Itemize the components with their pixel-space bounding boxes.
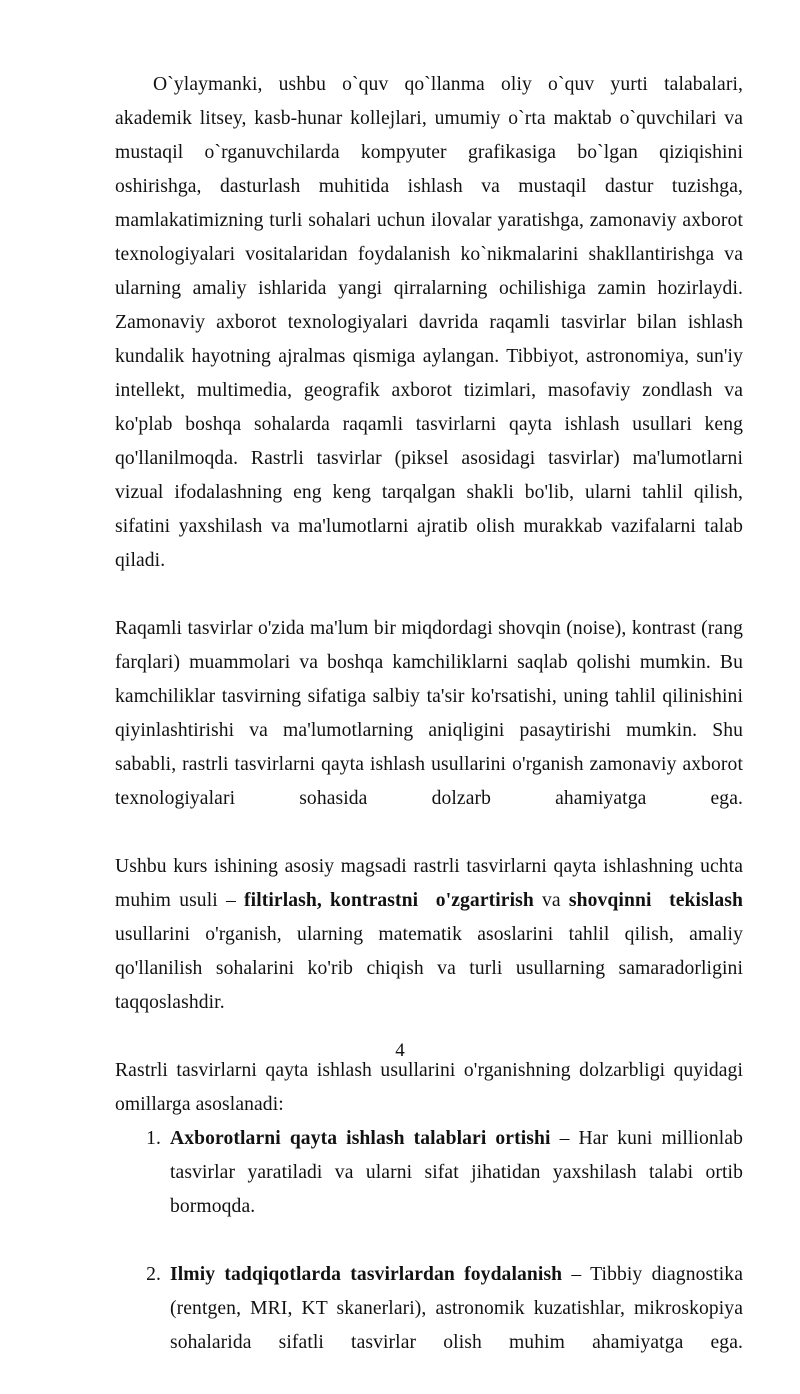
body-text: – bbox=[225, 890, 245, 911]
body-text: Rastrli tasvirlarni qayta ishlash usullarini o'rganishning dolzarbligi quyidagi omillarga asoslanadi: bbox=[115, 1060, 743, 1115]
inline-spacer bbox=[652, 884, 670, 918]
body-text: O`ylaymanki, ushbu o`quv qo`llanma oliy o`quv yurti talabalari, akademik litsey, kasb-hunar kollejlari, umumiy o`rta maktab o`quvchilari va mustaqil o`rganuvchilarda kompyuter grafikasiga bo`lgan qiziqishini oshirishga, dasturlash muhitida ishlash va mustaqil dastur tuzishga, mamlakatimizning turli sohalari uchun ilovalar yaratishga, zamonaviy axborot texnologiyalari vositalaridan foydalanish ko`nikmalarini shakllantirishga va ularning amaliy ishlarida yangi qirralarning ochilishiga zamin hozirlaydi. Zamonaviy axborot texnologiyalari davrida raqamli tasvirlar bilan ishlash kundalik hayotning ajralmas qismiga aylangan. Tibbiyot, astronomiya, sun'iy intellekt, multimedia, geografik axborot tizimlari, masofaviy zondlash va ko'plab boshqa sohalarda raqamli tasvirlarni qayta ishlash usullari keng qo'llanilmoqda. Rastrli tasvirlar (piksel asosidagi tasvirlar) ma'lumotlarni vizual ifodalashning eng keng tarqalgan shakli bo'lib, ularni tahlil qilish, sifatini yaxshilash va ma'lumotlarni ajratib olish murakkab vazifalarni talab qiladi. bbox=[115, 74, 743, 571]
body-text: va bbox=[533, 890, 569, 911]
list-item-text bbox=[170, 1128, 743, 1217]
emphasis-text: o'zgartirish bbox=[435, 890, 534, 911]
list-item bbox=[115, 1122, 743, 1258]
emphasis-text: Axborotlarni qayta ishlash talablari ortishi bbox=[170, 1128, 551, 1149]
emphasis-text: filtirlash, kontrastni bbox=[244, 890, 419, 911]
list-item-marker: 1. bbox=[146, 1128, 161, 1149]
list-item-text bbox=[170, 1264, 743, 1353]
body-text: usullarini o'rganish, ularning matematik asoslarini tahlil qilish, amaliy qo'llanilish sohalarini ko'rib chiqish va turli usullarning samaradorligini taqqoslashdir. bbox=[115, 924, 743, 1013]
emphasis-text: tekislash bbox=[669, 890, 743, 911]
body-text: – Har kuni millionlab tasvirlar yaratiladi va ularni sifat jihatidan yaxshilash talabi ortib bormoqda. bbox=[170, 1128, 744, 1217]
body-text: – Tibbiy diagnostika (rentgen, MRI, KT skanerlari), astronomik kuzatishlar, mikroskopiya sohalarida sifatli tasvirlar olish muhim ahamiyatga ega. bbox=[170, 1264, 743, 1353]
paragraph-relevance-intro bbox=[115, 1054, 743, 1122]
body-text: Ushbu kurs ishining asosiy magsadi rastrli tasvirlarni qayta ishlashning uchta muhim usuli bbox=[115, 856, 743, 911]
list-item bbox=[115, 1258, 743, 1394]
emphasis-text: Ilmiy tadqiqotlarda tasvirlardan foydalanish bbox=[170, 1264, 563, 1285]
relevance-factor-list bbox=[115, 1122, 743, 1394]
page-number: 4 bbox=[395, 1040, 405, 1061]
paragraph-intro bbox=[115, 68, 743, 612]
document-body bbox=[115, 68, 743, 1394]
emphasis-text: shovqinni bbox=[568, 890, 652, 911]
list-item-marker: 2. bbox=[146, 1264, 161, 1285]
paragraph-noise-contrast bbox=[115, 612, 743, 850]
paragraph-course-goal bbox=[115, 850, 743, 1054]
inline-spacer bbox=[418, 884, 436, 918]
body-text: Raqamli tasvirlar o'zida ma'lum bir miqdordagi shovqin (noise), kontrast (rang farqlari) muammolari va boshqa kamchiliklarni saqlab qolishi mumkin. Bu kamchiliklar tasvirning sifatiga salbiy ta'sir ko'rsatishi, uning tahlil qilinishini qiyinlashtirishi va ma'lumotlarning aniqligini pasaytirishi mumkin. Shu sababli, rastrli tasvirlarni qayta ishlash usullarini o'rganish zamonaviy axborot texnologiyalari sohasida dolzarb ahamiyatga ega. bbox=[115, 618, 743, 809]
